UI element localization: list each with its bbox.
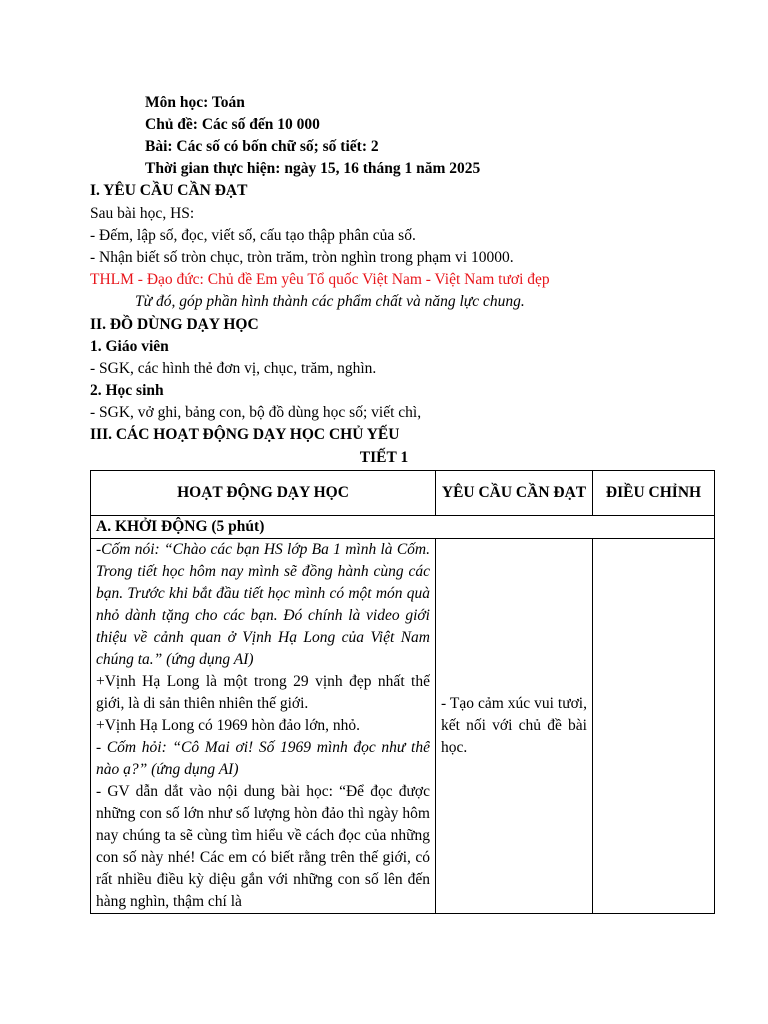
table-row: [91, 539, 715, 914]
activity-paragraph: -Cốm nói: “Chào các bạn HS lớp Ba 1 mình là Cốm. Trong tiết học hôm nay mình sẽ đồng hành cùng các bạn. Trước khi bắt đầu tiết học mình có một món quà nhỏ dành tặng cho các bạn. Đó chính là video giới thiệu về cảnh quan ở Vịnh Hạ Long của Việt Nam chúng ta.” (ứng dụng AI): [96, 541, 430, 668]
section3-heading: III. CÁC HOẠT ĐỘNG DẠY HỌC CHỦ YẾU: [90, 426, 400, 443]
subject-line: Môn học: Toán: [145, 94, 245, 111]
adjustment-cell: [593, 539, 715, 914]
table-header-row: [91, 471, 715, 516]
integration-line: THLM - Đạo đức: Chủ đề Em yêu Tổ quốc Việt Nam - Việt Nam tươi đẹp: [90, 271, 550, 288]
section1-intro: Sau bài học, HS:: [90, 205, 195, 222]
header-requirements: YÊU CẦU CẦN ĐẠT: [436, 471, 593, 516]
activity-paragraph: - GV dẫn dắt vào nội dung bài học: “Để đọc được những con số lớn như số lượng hòn đảo thì ngày hôm nay chúng ta sẽ cùng tìm hiểu về cách đọc của những con số này nhé! Các em có biết rằng trên thế giới, có rất nhiều điều kỳ diệu gắn với những con số lên đến hàng nghìn, thậm chí là: [96, 783, 430, 910]
lesson-line: Bài: Các số có bốn chữ số; số tiết: 2: [145, 138, 379, 155]
teacher-materials: - SGK, các hình thẻ đơn vị, chục, trăm, nghìn.: [90, 360, 377, 377]
teacher-heading: 1. Giáo viên: [90, 338, 169, 355]
requirement-cell: [436, 539, 593, 914]
student-materials: - SGK, vở ghi, bảng con, bộ đồ dùng học số; viết chì,: [90, 404, 422, 421]
section-a-title: A. KHỞI ĐỘNG (5 phút): [91, 516, 715, 539]
table-section-row: [91, 516, 715, 539]
student-heading: 2. Học sinh: [90, 382, 164, 399]
requirement-item: - Đếm, lập số, đọc, viết số, cấu tạo thập phân của số.: [90, 227, 416, 244]
lesson-plan-table: [90, 470, 715, 914]
time-line: Thời gian thực hiện: ngày 15, 16 tháng 1 năm 2025: [145, 160, 481, 177]
header-activities: HOẠT ĐỘNG DẠY HỌC: [91, 471, 436, 516]
requirement-text: - Tạo cảm xúc vui tươi, kết nối với chủ đề bài học.: [441, 695, 587, 756]
activity-paragraph: +Vịnh Hạ Long có 1969 hòn đảo lớn, nhỏ.: [96, 717, 361, 734]
period-title: TIẾT 1: [359, 449, 409, 466]
section2-heading: II. ĐỒ DÙNG DẠY HỌC: [90, 316, 259, 333]
header-adjustments: ĐIỀU CHỈNH: [593, 471, 715, 516]
activity-cell: [91, 539, 436, 914]
activity-paragraph: - Cốm hỏi: “Cô Mai ơi! Số 1969 mình đọc như thế nào ạ?” (ứng dụng AI): [96, 739, 430, 778]
topic-line: Chủ đề: Các số đến 10 000: [145, 116, 320, 133]
section1-heading: I. YÊU CẦU CẦN ĐẠT: [90, 182, 248, 199]
competency-note: Từ đó, góp phần hình thành các phẩm chất và năng lực chung.: [135, 293, 525, 310]
requirement-item: - Nhận biết số tròn chục, tròn trăm, tròn nghìn trong phạm vi 10000.: [90, 249, 514, 266]
activity-paragraph: +Vịnh Hạ Long là một trong 29 vịnh đẹp nhất thế giới, là di sản thiên nhiên thế giới.: [96, 673, 430, 712]
